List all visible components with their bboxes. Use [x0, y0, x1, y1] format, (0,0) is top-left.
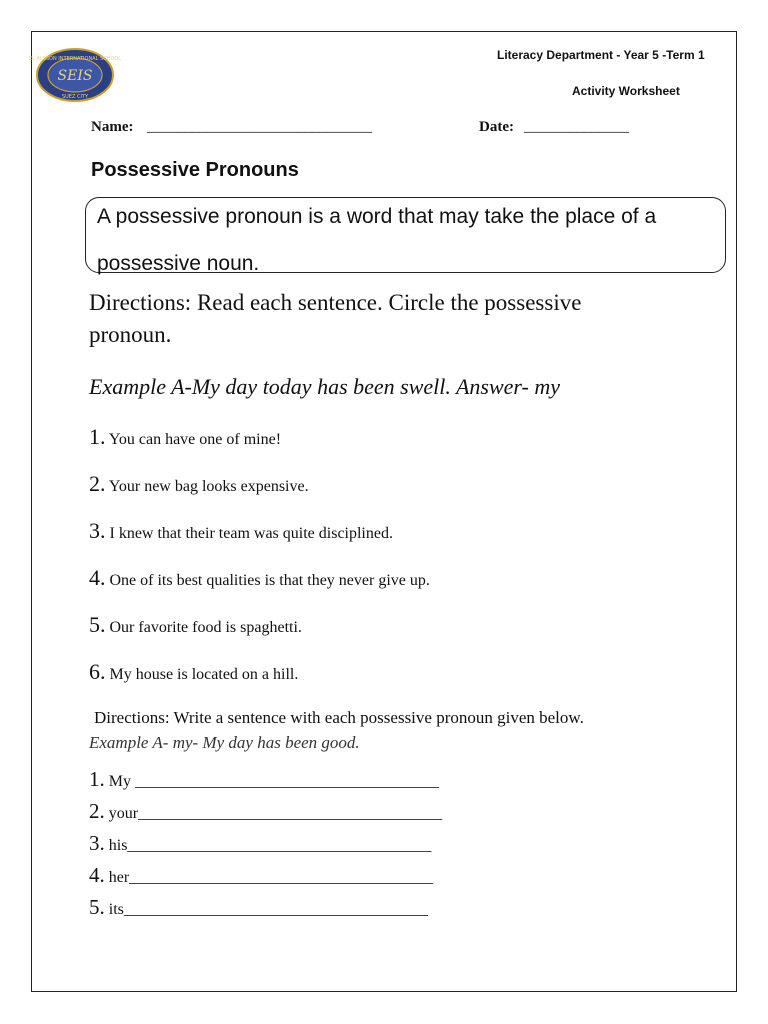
item-number: 1. — [89, 424, 106, 449]
writing-line[interactable] — [89, 895, 428, 920]
item-text: One of its best qualities is that they never give up. — [109, 572, 430, 589]
date-field[interactable]: ______________ — [524, 119, 629, 135]
writing-line-text: her______________________________________ — [108, 869, 434, 886]
logo-monogram: SEIS — [57, 68, 93, 84]
sentence-item — [89, 659, 298, 685]
writing-line-text: My ______________________________________ — [108, 773, 439, 790]
logo-text-bottom: SUEZ CITY — [61, 94, 89, 100]
item-number: 2. — [89, 799, 105, 823]
logo-text-top: EL ALSSON INTERNATIONAL SCHOOL — [28, 56, 122, 62]
writing-line[interactable] — [89, 767, 439, 792]
item-text: You can have one of mine! — [108, 431, 282, 448]
item-number: 6. — [89, 659, 106, 684]
item-text: Your new bag looks expensive. — [108, 478, 309, 495]
item-number: 2. — [89, 471, 106, 496]
sentence-item — [89, 518, 393, 544]
item-number: 5. — [89, 895, 105, 919]
department-label: Literacy Department - Year 5 -Term 1 — [497, 48, 705, 62]
name-label: Name: — [91, 119, 134, 135]
item-number: 1. — [89, 767, 105, 791]
sentence-item — [89, 612, 302, 638]
sentence-item — [89, 565, 430, 591]
writing-line[interactable] — [89, 831, 431, 856]
sentence-item — [89, 471, 309, 497]
school-logo-icon — [28, 47, 122, 103]
definition-line-2: possessive noun. — [97, 252, 260, 275]
example-2: Example A- my- My day has been good. — [89, 733, 360, 752]
item-text: My house is located on a hill. — [109, 666, 299, 683]
item-text: I knew that their team was quite disciplined. — [109, 525, 393, 542]
sentence-item — [89, 424, 281, 450]
example-1: Example A-My day today has been swell. Answer- my — [89, 374, 561, 399]
writing-line[interactable] — [89, 799, 442, 824]
definition-line-1: A possessive pronoun is a word that may take the place of a — [97, 205, 657, 228]
item-number: 3. — [89, 831, 105, 855]
page-title: Possessive Pronouns — [91, 159, 299, 181]
directions-1-line-2: pronoun. — [89, 322, 172, 347]
writing-line-text: its______________________________________ — [108, 901, 428, 918]
date-label: Date: — [479, 119, 514, 135]
item-number: 4. — [89, 863, 105, 887]
writing-line-text: his______________________________________ — [108, 837, 432, 854]
worksheet-page — [28, 31, 737, 992]
worksheet-subtitle: Activity Worksheet — [572, 84, 680, 98]
name-field[interactable]: ______________________________ — [147, 119, 372, 135]
directions-2: Directions: Write a sentence with each possessive pronoun given below. — [94, 708, 584, 727]
item-number: 4. — [89, 565, 106, 590]
directions-1-line-1: Directions: Read each sentence. Circle the possessive — [89, 290, 582, 315]
writing-line[interactable] — [89, 863, 433, 888]
item-text: Our favorite food is spaghetti. — [109, 619, 302, 636]
item-number: 5. — [89, 612, 106, 637]
writing-line-text: your______________________________________ — [108, 805, 443, 822]
item-number: 3. — [89, 518, 106, 543]
